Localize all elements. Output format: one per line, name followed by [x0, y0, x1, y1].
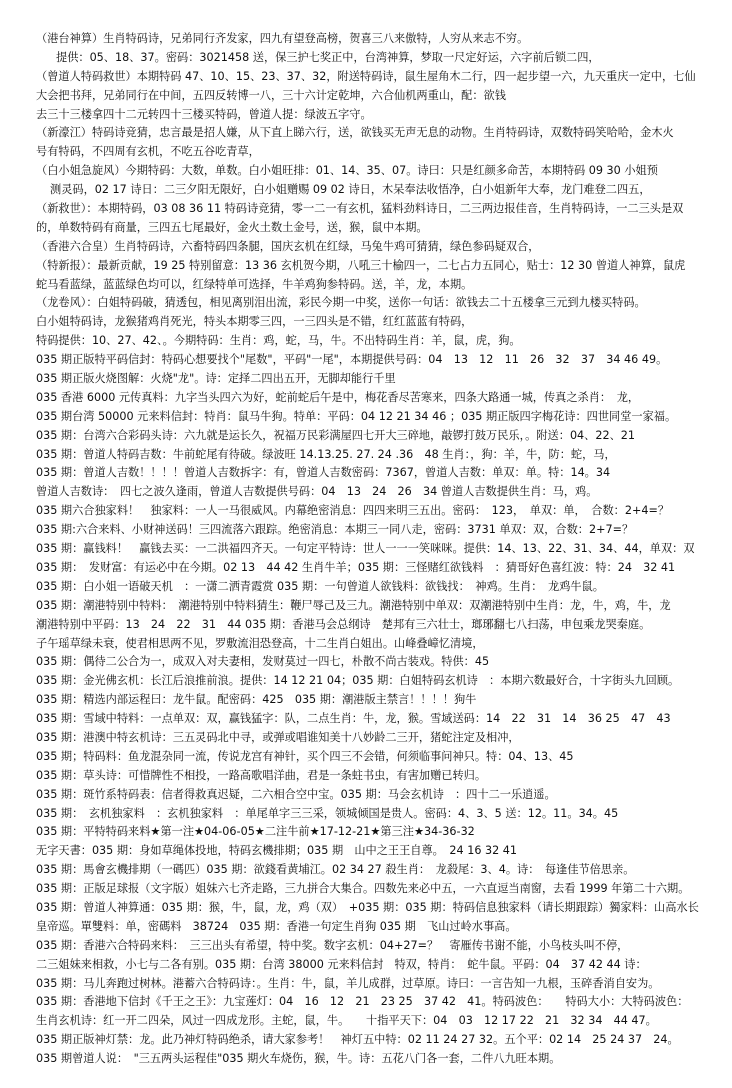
text-line: 035 期：曾道人吉数！！！！曾道人吉数拆字：有，曾道人吉数密码：7367，曾道人吉数：单双：单。特：14。34	[36, 466, 611, 480]
text-line: 035 期： 发财富：有运必中在今期。02 13 44 42 生肖牛羊；035 期：三怪赌红欲钱料 ：猜哥好色喜红波：特：24 32 41	[36, 560, 676, 574]
text-line: 035 期:六合来料、小财神送码！三四流落六跟踪。绝密消息：本期三一同八走，密码：3731 单双：双，合数：2+7=？	[36, 523, 634, 537]
text-line: 去三十三楼拿四十二元转四十三楼买特码，曾道人提：绿波五字守。	[36, 107, 372, 121]
text-line: 035 期：金光佛玄机：长江后浪推前浪。提供：14 12 21 04；035 期：白姐特码玄机诗 ：本期六数最好合，十字街头九回顾。	[36, 674, 680, 688]
text-line: 035 期正版神灯禁：龙。此乃神灯特码绝杀，请大家参考！ 神灯五中特：02 11 24 27 32。五个平：02 14 25 24 37 24。	[36, 1033, 679, 1047]
text-line: 035 期：草头诗：可惜牌性不相投，一路高歌唱洋曲，君是一条蛀书虫，有害加赠已转归。	[36, 768, 487, 782]
text-line: 特码提供：10、27、42、。今期特码：生肖：鸡，蛇，马，牛。不出特码生肖：羊，鼠，虎，狗。	[36, 334, 521, 348]
text-line: 035 期：赢钱料！ 赢钱去买：一二洪福四齐天。一句定平特诗：世人一一一笑咪咪。提供：14、13、22、31、34、44，单双：双	[36, 542, 695, 556]
text-line: 的，单数特码有商量，三四五七尾最好，金火土数土金号，送，猴，鼠中本期。	[36, 220, 428, 234]
text-line: （白小姐急旋风）今期特码：大数，单数。白小姐旺排：01、14、35、07。诗曰：只是红颜多命苦，本期特码 09 30 小姐预	[36, 164, 658, 178]
text-line: 035 期：正版足球报（文字版）姐妹六七齐走路，三九拼合大集合。四数先来必中五，一六直逗当南窗，去看 1999 年第二十六期。	[36, 882, 690, 896]
text-line: 提供：05、18、37。密码：3021458 送，保三护七奖正中，台湾神算，梦取一尺定好运，六字前后锁二四，	[56, 50, 600, 64]
text-line: 035 期：精选内部运程曰：龙牛鼠。配密码：425 035 期：潮港版主禁言！！！！狗牛	[36, 693, 477, 707]
text-line: 035 期： 玄机独家料 ：玄机独家料 ：单尾单字三三采，领城倾国是贵人。密码：4、3、5 送：12。11。34。45	[36, 806, 619, 820]
text-line: 035 期：馬會玄機排期（一碼匹）035 期：欲錢看黄埔江。02 34 27 殺生肖： 龙殺尾：3、4。诗： 每逢佳节倍思亲。	[36, 863, 635, 877]
text-line: （龙卷风）：白姐特码破，猜透包，相见离别泪出流，彩民今期一中奖，送你一句话：欲钱去二十五楼拿三元到九楼买特码。	[36, 296, 646, 310]
text-line: 生肖玄机诗：红一开二四朵，风过一四成龙形。主蛇，鼠，牛。 十指平天下：04 03 12 17 22 21 32 34 44 47。	[36, 1014, 657, 1028]
lottery-tips-document	[36, 30, 704, 1088]
text-line: 035 期：斑竹系特码表：信者得救真迟疑，二六相合空中宝。035 期：马会玄机诗 ：四十二一乐逍遥。	[36, 787, 556, 801]
text-line: 035 期：潮港特别中特料： 潮港特别中特料猜生：鞭尸辱己及三九。潮港特别中单双：双潮港特别中生肖：龙，牛，鸡，牛，龙	[36, 598, 671, 612]
text-line: 035 期：马儿奔跑过树林。港蓄六合特码诗：。生肖：牛，鼠，羊儿成群，过草原。诗曰：一言告知一九根，玉碎香消自安为。	[36, 976, 660, 990]
text-line: （新救世）：本期特码，03 08 36 11 特码诗竞猜，零一二一有玄机，猛料劲料诗日，二三两边报佳音，生肖特码诗，一二三头是双	[36, 202, 684, 216]
text-line: 子午瑶草绿未衰，使君相思两不见，罗敷流泪恐登高，十二生肖白姐出。山峰叠嶂忆清境，	[36, 636, 484, 650]
text-line: 皇帝巡。單雙料：单，密碼料 38724 035 期：香港一句定生肖狗 035 期 飞山过岭水事高。	[36, 919, 517, 933]
text-line: 035 期：台湾六合彩码头诗：六九就是运长久，祝福万民彩满屋四七开大三碎地，敲锣打鼓万民乐，。附送：04、22、21	[36, 428, 636, 442]
text-line: 035 期台湾 50000 元来料信封：特肖：鼠马牛狗。特单：平码：04 12 21 34 46 ；035 期正版四字梅花诗：四世同堂一家福。	[36, 409, 677, 423]
text-line: 035 香港 6000 元传真料：九字当头四六为好，蛇前蛇后午是中，梅花香尽苦寒来，四条大路通一城，传真之杀肖： 龙，	[36, 390, 640, 404]
text-line: 035 期：曾道人特码吉数：牛前蛇尾有待破。绿波旺 14.13.25. 27. 24 .36 48 生肖：，狗：羊，牛，防：蛇，马，	[36, 447, 616, 461]
text-line: 035 期：香港地下信封《千王之王》：九宝莲灯：04 16 12 21 23 25 37 42 41。特码波色： 特码大小：大特码波色：	[36, 995, 689, 1009]
text-line: 035 期六合独家料！ 独家料：一人一马很威风。内幕绝密消息：四四来明三五出。密码： 123， 单双：单， 合数：2+4=？	[36, 504, 670, 518]
text-line: 035 期正版特平码信封：特码心想要找个"尾数"，平码"一尾"，本期提供号码：04 13 12 11 26 32 37 34 46 49。	[36, 353, 668, 367]
text-line: 035 期：香港六合特码来料： 三三出头有希望，特中奖。数字玄机：04+27=？ 寄雁传书谢不能，小鸟枝头叫不停，	[36, 938, 629, 952]
text-line: 035 期正版火烧图解：火烧"龙"。诗：定择二四出五开，无脚却能行千里	[36, 372, 396, 386]
text-line: （特新报）：最新贡献，19 25 特别留意：13 36 玄机贺今期，八吼三十榆四一，二七占力五同心，贴士：12 30 曾道人神算，鼠虎	[36, 258, 686, 272]
text-line: 测灵码，02 17 诗日：二三夕阳无限好，白小姐赠赐 09 02 诗日，木呆奉法收悟净，白小姐新年大奉，龙门难登二四五，	[50, 183, 651, 197]
text-line: （新濠江）特码诗竞猜，忠言最是招人嫌，从下直上睇六行，送，欲钱买无声无息的动物。生肖特码诗，双数特码笑哈哈，金木火	[36, 126, 674, 140]
text-line: 035 期：港澳中特玄机诗：三五灵码北中寻，或弹或唱谁知美十八妙龄二三开，猪蛇注定及相冲，	[36, 730, 520, 744]
text-line	[36, 1069, 704, 1088]
text-line: 曾道人吉数诗： 四七之波久逢雨，曾道人吉数提供号码：04 13 24 26 34 曾道人吉数提供生肖：马，鸡。	[36, 485, 598, 499]
text-line: 二三姐妹来相救，小七与二各有别。035 期：台湾 38000 元来料信封 特双，特肖： 蛇牛鼠。平码：04 37 42 44 诗：	[36, 957, 647, 971]
text-line: 白小姐特码诗，龙猴猪鸡肖死光，特头本期零三四，一三四头是不错，红红蓝蓝有特码，	[36, 315, 473, 329]
text-line: 035 期：雪域中特料：一点单双：双，赢钱猛字：队，二点生肖：牛，龙，猴。雪域送码：14 22 31 14 36 25 47 43	[36, 712, 671, 726]
text-line: 035 期：曾道人神算通：035 期：猴，牛，鼠，龙，鸡（双） +035 期：035 期：特码信息独家料（请长期跟踪）獨家料：山高水长	[36, 900, 699, 914]
text-line: 号有特码，不四周有玄机，不吃五谷吃青草，	[36, 145, 260, 159]
text-line: 无字天書：035 期：身如草绳体投地，特码玄機排期；035 期 山中之王王自尊。 24 16 32 41	[36, 844, 518, 858]
text-line: 蛇马看蓝绿，蓝蓝绿色均可以，红绿特单可选择，牛羊鸡狗参特码。送，羊，龙，本期。	[36, 277, 473, 291]
text-line: 大会把书拜，兄弟同行在中间，五四反转博一八，三十六计定乾坤，六合仙机两重山，配：欲钱	[36, 88, 506, 102]
text-line: 035 期曾道人说： "三五两头运程佳"035 期火车烧伤，猴，牛。诗：五花八门各一套，二件八九旺本期。	[36, 1052, 561, 1066]
text-line: （曾道人特码救世）本期特码 47、10、15、23、37、32，附送特码诗，鼠生屋角木二行，四一起步望一六，九天重庆一定中，七仙	[36, 69, 696, 83]
text-line: 035 期：平特特码来料★第一注★04-06-05★二注牛前★17-12-21★第三注★34-36-32	[36, 825, 475, 839]
text-line: （香港六合皇）生肖特码诗，六畜特码四条腿，国庆玄机在红绿，马兔牛鸡可猜猜，绿色参码疑双合，	[36, 239, 540, 253]
text-line: 035 期：白小姐一语破天机 ：一潇二洒青霞赏 035 期：一句曾道人欲钱料：欲钱找： 神鸡。生肖： 龙鸡牛鼠。	[36, 579, 604, 593]
text-line: 035 期：偶待二公合为一，成双入对夫妻相，发财莫过一四七，朴散不尚古装戏。特供：45	[36, 655, 490, 669]
text-line: 潮港特别中平码：13 24 22 31 44 035 期：香港马会总纲诗 楚邦有三六壮士，瑯琊翻七八扫荡，申包乘龙哭秦庭。	[36, 617, 651, 631]
text-line: （港台神算）生肖特码诗，兄弟同行齐发家，四九有望登高榜，贺喜三八来傲特，人穷从来志不穷。	[36, 32, 529, 45]
text-line: 035 期；特码料：鱼龙混杂同一流，传说龙宫有神针，买个四三不会错，何须临事问神只。特：04、13、45	[36, 749, 574, 763]
